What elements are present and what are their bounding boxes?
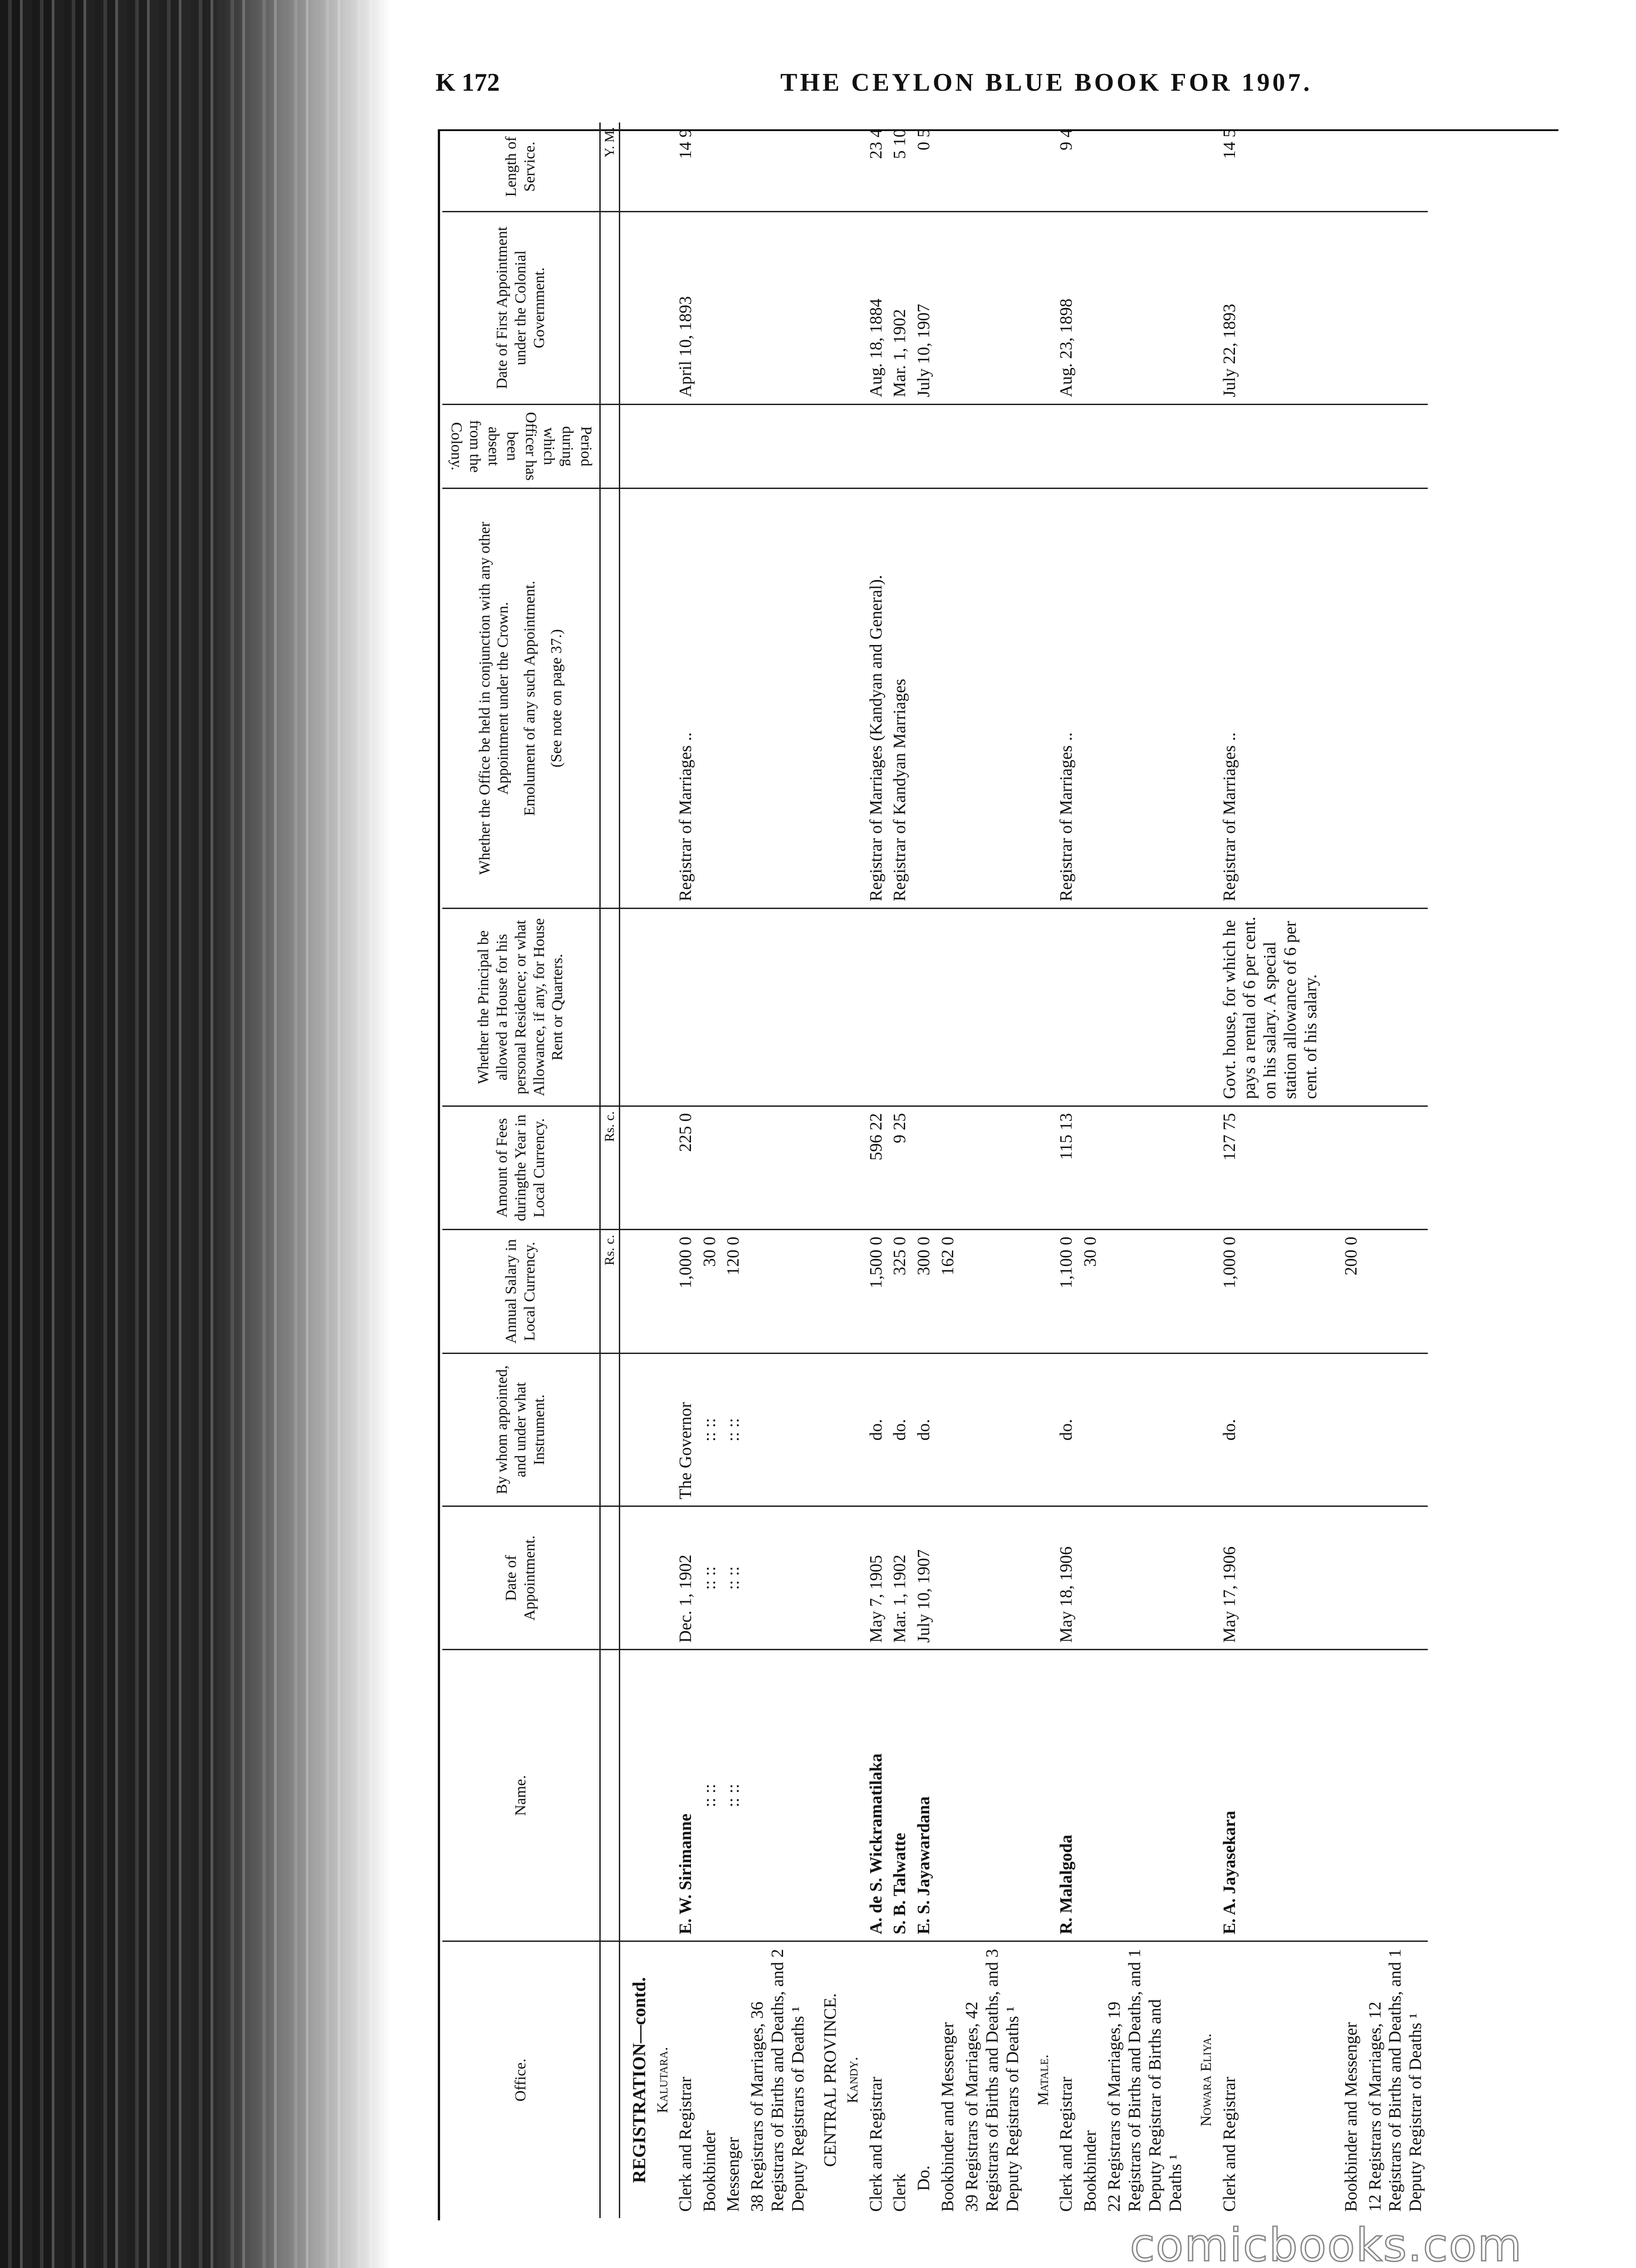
name-cell: :: ::: [721, 1650, 745, 1941]
col-first-appointment: Date of First Appointment under the Colonial Government.: [442, 211, 600, 404]
other-office-cell: Registrar of Marriages ..: [1054, 488, 1078, 908]
service-cell: 14 5: [1218, 122, 1323, 211]
table-row: [888, 122, 912, 2218]
appointed-by-cell: do.: [864, 1353, 888, 1506]
date-cell: :: ::: [698, 1506, 722, 1650]
first-appointment-cell: Mar. 1, 1902: [888, 211, 912, 404]
service-cell: 0 5: [912, 122, 936, 211]
table-row: [1363, 122, 1428, 2218]
date-cell: May 17, 1906: [1218, 1506, 1323, 1650]
col-other-office-note: (See note on page 37.): [548, 629, 565, 767]
first-appointment-cell: Aug. 23, 1898: [1054, 211, 1078, 404]
table-row: [674, 122, 698, 2218]
table-row: [912, 122, 936, 2218]
office-cell: 12 Registrars of Marriages, 12 Registrars of Births and Deaths, and 1 Deputy Registrar of Deaths ¹: [1365, 1949, 1425, 2212]
office-cell: 39 Registrars of Marriages, 42 Registrars of Births and Deaths, and 3 Deputy Registrars of Deaths ¹: [962, 1949, 1022, 2212]
table-row: [936, 122, 960, 2218]
office-cell: Bookbinder and Messenger: [938, 2022, 958, 2212]
ledger-rotated: [442, 122, 1558, 2218]
name-cell: E. S. Jayawardana: [912, 1650, 936, 1941]
col-office: Office.: [442, 1941, 600, 2218]
other-office-cell: Registrar of Marriages ..: [1218, 488, 1323, 908]
office-cell: 22 Registrars of Marriages, 19 Registrars of Births and Deaths, and 1 Deputy Registrar of Births and Deaths ¹: [1105, 1949, 1185, 2212]
col-appointed-by: By whom appointed, and under what Instrument.: [442, 1353, 600, 1506]
col-date-appointment: Date of Appointment.: [442, 1506, 600, 1650]
date-cell: Dec. 1, 1902: [674, 1506, 698, 1650]
salary-cell: 30 0: [1078, 1230, 1102, 1353]
fees-cell: 9 25: [888, 1106, 912, 1229]
table-left-rule: [438, 129, 440, 2220]
fees-cell: 127 75: [1218, 1106, 1323, 1229]
office-cell: Bookbinder and Messenger: [1341, 2022, 1361, 2212]
office-cell: Clerk and Registrar: [866, 2077, 886, 2212]
first-appointment-cell: July 10, 1907: [912, 211, 936, 404]
district-label: Kalutara.: [654, 2047, 671, 2113]
table-row: [1078, 122, 1102, 2218]
salary-cell: 30 0: [698, 1230, 722, 1353]
table-row: [745, 122, 810, 2218]
table-row: [864, 122, 888, 2218]
unit-salary: Rs. c.: [600, 1230, 620, 1353]
salary-cell: 162 0: [936, 1230, 960, 1353]
salary-cell: 200 0: [1323, 1230, 1363, 1353]
name-cell: S. B. Talwatte: [888, 1650, 912, 1941]
appointed-by-cell: do.: [1054, 1353, 1078, 1506]
appointed-by-cell: :: ::: [721, 1353, 745, 1506]
col-service: Length of Service.: [442, 122, 600, 211]
salary-cell: 1,500 0: [864, 1230, 888, 1353]
first-appointment-cell: July 22, 1893: [1218, 211, 1323, 404]
date-cell: May 7, 1905: [864, 1506, 888, 1650]
col-name: Name.: [442, 1650, 600, 1941]
first-appointment-cell: Aug. 18, 1884: [864, 211, 888, 404]
appointed-by-cell: do.: [1218, 1353, 1323, 1506]
table-row: [960, 122, 1024, 2218]
first-appointment-cell: April 10, 1893: [674, 211, 698, 404]
page-reference: K 172: [436, 68, 500, 97]
other-office-cell: Registrar of Kandyan Marriages: [888, 488, 912, 908]
page-title: THE CEYLON BLUE BOOK FOR 1907.: [780, 68, 1313, 97]
district-label: Kandy.: [844, 2057, 862, 2103]
fees-cell: 596 22: [864, 1106, 888, 1229]
office-cell: 38 Registrars of Marriages, 36 Registrars of Births and Deaths, and 2 Deputy Registrars of Deaths ¹: [748, 1949, 808, 2212]
service-cell: 23 4: [864, 122, 888, 211]
appointed-by-cell: The Governor: [674, 1353, 698, 1506]
salary-cell: 325 0: [888, 1230, 912, 1353]
col-other-office-title: Whether the Office be held in conjunction with any other Appointment under the Crown.: [476, 522, 512, 875]
date-cell: Mar. 1, 1902: [888, 1506, 912, 1650]
table-row: [1323, 122, 1363, 2218]
office-cell: Clerk and Registrar: [1220, 2077, 1239, 2212]
salary-cell: 1,000 0: [674, 1230, 698, 1353]
office-cell: Bookbinder: [1081, 2130, 1100, 2212]
appointed-by-cell: do.: [912, 1353, 936, 1506]
name-cell: A. de S. Wickramatilaka: [864, 1650, 888, 1941]
ledger-table: [442, 122, 1428, 2218]
house-cell: Govt. house, for which he pays a rental of 6 per cent. on his salary. A special station allowance of 6 per cent. of his salary.: [1218, 909, 1323, 1106]
service-cell: 9 4: [1054, 122, 1078, 211]
salary-cell: 1,100 0: [1054, 1230, 1078, 1353]
section-title: REGISTRATION—contd.: [629, 1977, 650, 2183]
col-absent: [442, 404, 600, 488]
appointed-by-cell: do.: [888, 1353, 912, 1506]
appointed-by-cell: :: ::: [698, 1353, 722, 1506]
name-cell: E. A. Jayasekara: [1218, 1650, 1323, 1941]
office-cell: Clerk and Registrar: [676, 2077, 695, 2212]
salary-cell: 1,000 0: [1218, 1230, 1323, 1353]
office-cell: Messenger: [724, 2137, 743, 2212]
other-office-cell: Registrar of Marriages (Kandyan and General).: [864, 488, 888, 908]
col-salary: Annual Salary in Local Currency.: [442, 1230, 600, 1353]
district-label: Matale.: [1035, 2054, 1052, 2106]
table-row: [1218, 122, 1323, 2218]
office-cell: Do.: [914, 2165, 934, 2191]
other-office-cell: Registrar of Marriages ..: [674, 488, 698, 908]
office-cell: Clerk and Registrar: [1057, 2077, 1076, 2212]
salary-cell: 300 0: [912, 1230, 936, 1353]
date-cell: July 10, 1907: [912, 1506, 936, 1650]
date-cell: :: ::: [721, 1506, 745, 1650]
unit-fees: Rs. c.: [600, 1106, 620, 1229]
fees-cell: 225 0: [674, 1106, 698, 1229]
book-binding-shadow: [0, 0, 390, 2268]
fees-cell: 115 13: [1054, 1106, 1078, 1229]
service-cell: 5 10: [888, 122, 912, 211]
salary-cell: 120 0: [721, 1230, 745, 1353]
name-cell: E. W. Sirimanne: [674, 1650, 698, 1941]
col-other-office: [442, 488, 600, 908]
table-row: [721, 122, 745, 2218]
date-cell: May 18, 1906: [1054, 1506, 1078, 1650]
office-cell: Clerk: [890, 2173, 910, 2212]
office-cell: Bookbinder: [700, 2130, 719, 2212]
site-watermark: comicbooks.com: [1130, 2219, 1523, 2268]
col-other-office-emolument: Emolument of any such Appointment.: [521, 581, 539, 816]
service-cell: 14 9: [674, 122, 698, 211]
name-cell: R. Malalgoda: [1054, 1650, 1078, 1941]
table-row: [698, 122, 722, 2218]
unit-service: Y. M.: [600, 122, 620, 211]
table-row: [1054, 122, 1078, 2218]
col-fees: Amount of Fees duringthe Year in Local Currency.: [442, 1106, 600, 1229]
table-row: [1102, 122, 1187, 2218]
district-label: Nowara Eliya.: [1198, 2033, 1215, 2127]
name-cell: :: ::: [698, 1650, 722, 1941]
col-absent-label: Period during which Officer has been absent from the Colony.: [448, 412, 595, 481]
col-house: Whether the Principal be allowed a House for his personal Residence; or what Allowance, if any, for House Rent or Quarters.: [442, 909, 600, 1106]
province-label: CENTRAL PROVINCE.: [820, 1993, 840, 2167]
